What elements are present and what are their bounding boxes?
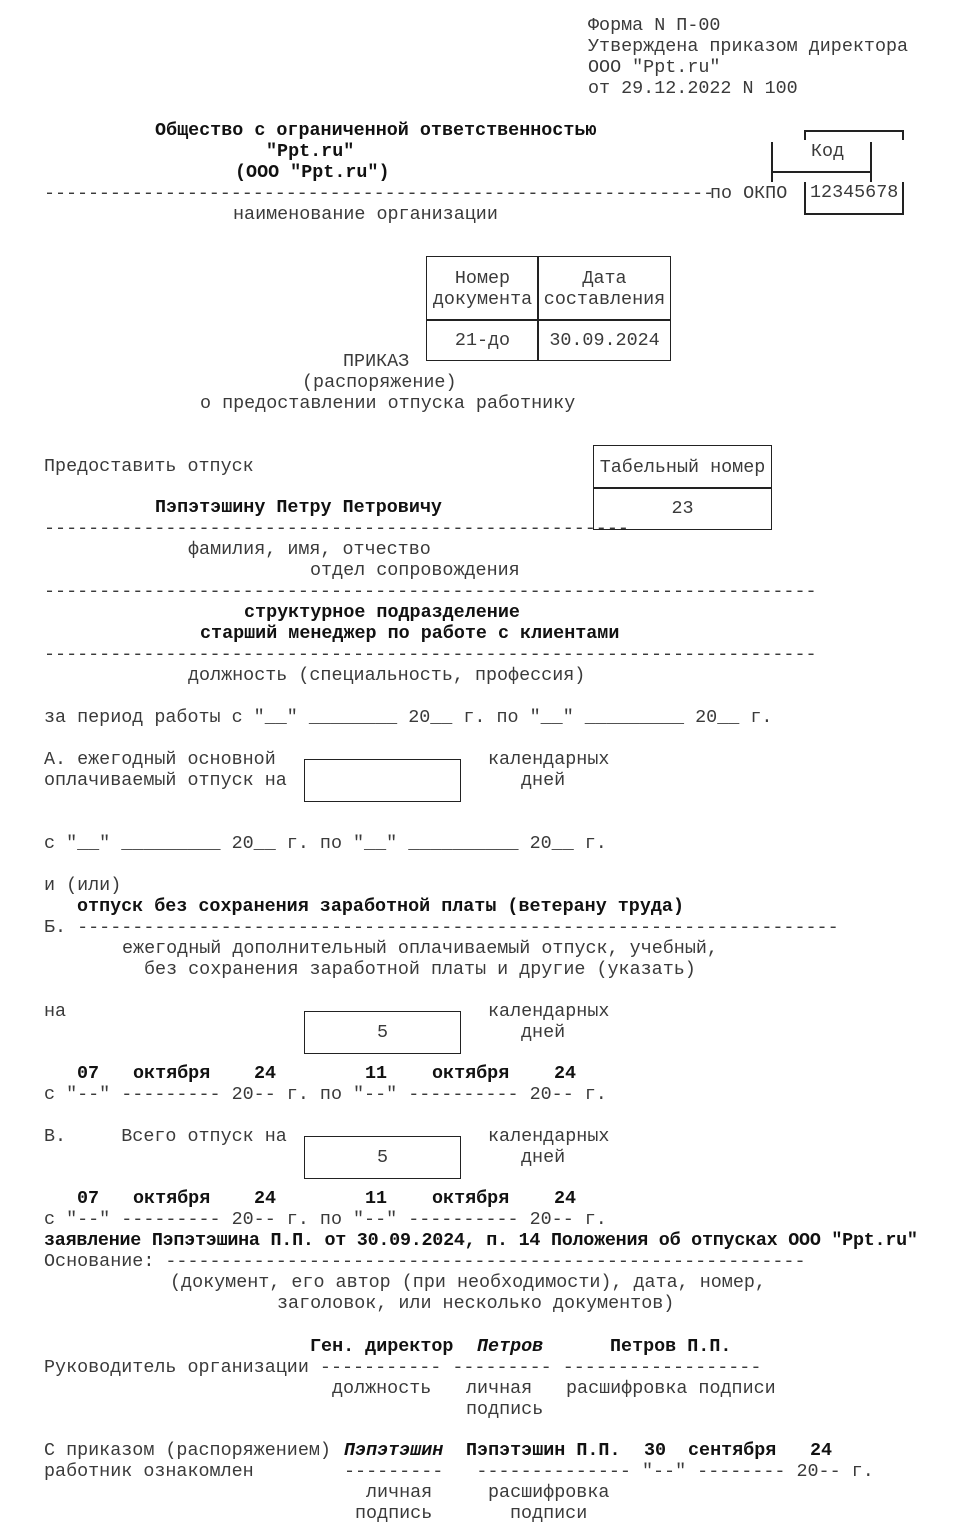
ack-label1: С приказом (распоряжением) — [44, 1440, 331, 1461]
ack-day: 30 — [644, 1440, 667, 1461]
section-b-to-month: октября — [432, 1063, 510, 1084]
org-underline: ------------------------------------------------------------- — [44, 183, 715, 204]
ack-signature: Пэпэтэшин — [344, 1440, 444, 1461]
section-v-from-month: октября — [133, 1188, 211, 1209]
code-header: Код — [811, 141, 845, 162]
doc-number-value: 21-до — [454, 330, 511, 351]
okpo-box-right — [902, 182, 904, 214]
okpo-box-left — [804, 182, 806, 214]
okpo-value: 12345678 — [810, 182, 899, 203]
section-a-days-box — [304, 759, 461, 802]
section-v-dates-template: с "--" --------- 20-- г. по "--" ---------- 20-- г. — [44, 1209, 607, 1230]
section-b-caption1: ежегодный дополнительный оплачиваемый отпуск, учебный, — [122, 938, 718, 959]
form-number: Форма N П-00 — [588, 15, 721, 36]
position-caption: должность (специальность, профессия) — [188, 665, 586, 686]
section-b-on-label: на — [44, 1001, 67, 1022]
form-company: ООО "Ppt.ru" — [588, 57, 721, 78]
position-value: старший менеджер по работе с клиентами — [200, 623, 620, 644]
grant-label: Предоставить отпуск — [44, 456, 254, 477]
org-name-line1: Общество с ограниченной ответственностью — [155, 120, 597, 141]
code-box-tl — [804, 130, 806, 140]
manager-signature: Петров — [477, 1336, 544, 1357]
manager-cap-position: должность — [332, 1378, 432, 1399]
tab-number-header: Табельный номер — [599, 456, 766, 478]
section-v-days-label1: календарных — [488, 1126, 610, 1147]
code-box-right — [870, 142, 872, 182]
section-b-days-box: 5 — [304, 1011, 461, 1054]
or-label: и (или) — [44, 875, 122, 896]
okpo-box-bottom — [804, 213, 904, 215]
code-box-left — [771, 142, 773, 182]
department-underline: ---------------------------------------------------------------------- — [44, 581, 817, 602]
doc-date-value: 30.09.2024 — [549, 330, 660, 351]
section-b-from-day: 07 — [77, 1063, 100, 1084]
ack-name: Пэпэтэшин П.П. — [466, 1440, 621, 1461]
section-a-label2: оплачиваемый отпуск на — [44, 770, 287, 791]
ack-label2: работник ознакомлен — [44, 1461, 254, 1482]
ack-dashes: --------- -------------- "--" -------- 20-- г. — [344, 1461, 874, 1482]
okpo-label: по ОКПО — [710, 183, 788, 204]
org-name-line2: "Ppt.ru" — [266, 141, 355, 162]
tab-number-value: 23 — [671, 498, 694, 519]
department-value: отдел сопровождения — [310, 560, 520, 581]
ack-cap-sign1: личная — [366, 1482, 433, 1503]
code-box-top — [804, 130, 904, 132]
employee-name: Пэпэтэшину Петру Петровичу — [155, 497, 442, 518]
section-v-label: В. Всего отпуск на — [44, 1126, 287, 1147]
name-underline: ----------------------------------------------------- — [44, 518, 629, 539]
ack-cap-name1: расшифровка — [488, 1482, 610, 1503]
ack-year: 24 — [810, 1440, 833, 1461]
section-a-days-label1: календарных — [488, 749, 610, 770]
manager-cap-sign2: подпись — [466, 1399, 544, 1420]
section-v-to-year: 24 — [554, 1188, 577, 1209]
name-caption: фамилия, имя, отчество — [188, 539, 431, 560]
basis-caption1: (документ, его автор (при необходимости), дата, номер, — [170, 1272, 766, 1293]
unit-caption: структурное подразделение — [244, 602, 520, 623]
form-approval-date: от 29.12.2022 N 100 — [588, 78, 798, 99]
code-box-mid — [771, 171, 871, 173]
section-v-from-day: 07 — [77, 1188, 100, 1209]
section-b-from-month: октября — [133, 1063, 211, 1084]
org-name-line3: (ООО "Ppt.ru") — [235, 162, 390, 183]
section-v-to-day: 11 — [365, 1188, 388, 1209]
section-a-label1: А. ежегодный основной — [44, 749, 276, 770]
section-b-dates-template: с "--" --------- 20-- г. по "--" ---------- 20-- г. — [44, 1084, 607, 1105]
ack-cap-name2: подписи — [510, 1503, 588, 1524]
section-b-days-label1: календарных — [488, 1001, 610, 1022]
doc-number-header: Номер документа — [432, 267, 533, 310]
section-b-to-year: 24 — [554, 1063, 577, 1084]
basis-caption2: заголовок, или несколько документов) — [277, 1293, 675, 1314]
section-b-from-year: 24 — [254, 1063, 277, 1084]
order-subject: о предоставлении отпуска работнику — [200, 393, 576, 414]
manager-position: Ген. директор — [310, 1336, 454, 1357]
ack-cap-sign2: подпись — [355, 1503, 433, 1524]
manager-label: Руководитель организации ----------- --------- ------------------ — [44, 1357, 762, 1378]
basis-value: заявление Пэпэтэшина П.П. от 30.09.2024, п. 14 Положения об отпусках ООО "Ppt.ru" — [44, 1230, 918, 1251]
manager-cap-name: расшифровка подписи — [566, 1378, 776, 1399]
section-b-days-label2: дней — [521, 1022, 566, 1043]
manager-cap-sign1: личная — [466, 1378, 533, 1399]
leave-type: отпуск без сохранения заработной платы (ветерану труда) — [77, 896, 684, 917]
section-b-to-day: 11 — [365, 1063, 388, 1084]
section-a-dates: с "__" _________ 20__ г. по "__" __________ 20__ г. — [44, 833, 607, 854]
basis-label: Основание: ---------------------------------------------------------- — [44, 1251, 806, 1272]
manager-name: Петров П.П. — [610, 1336, 732, 1357]
ack-month: сентября — [688, 1440, 777, 1461]
code-box-tr — [902, 130, 904, 140]
order-title: ПРИКАЗ — [343, 351, 410, 372]
work-period: за период работы с "__" ________ 20__ г. по "__" _________ 20__ г. — [44, 707, 773, 728]
position-underline: ---------------------------------------------------------------------- — [44, 644, 817, 665]
section-a-days-label2: дней — [521, 770, 566, 791]
section-v-days-label2: дней — [521, 1147, 566, 1168]
section-v-from-year: 24 — [254, 1188, 277, 1209]
section-b-underline: Б. --------------------------------------------------------------------- — [44, 917, 839, 938]
section-v-days-box: 5 — [304, 1136, 461, 1179]
order-subtitle: (распоряжение) — [302, 372, 457, 393]
section-b-caption2: без сохранения заработной платы и другие (указать) — [144, 959, 696, 980]
org-caption: наименование организации — [233, 204, 498, 225]
form-approved-by: Утверждена приказом директора — [588, 36, 909, 57]
doc-date-header: Дата составления — [543, 267, 666, 310]
section-v-to-month: октября — [432, 1188, 510, 1209]
